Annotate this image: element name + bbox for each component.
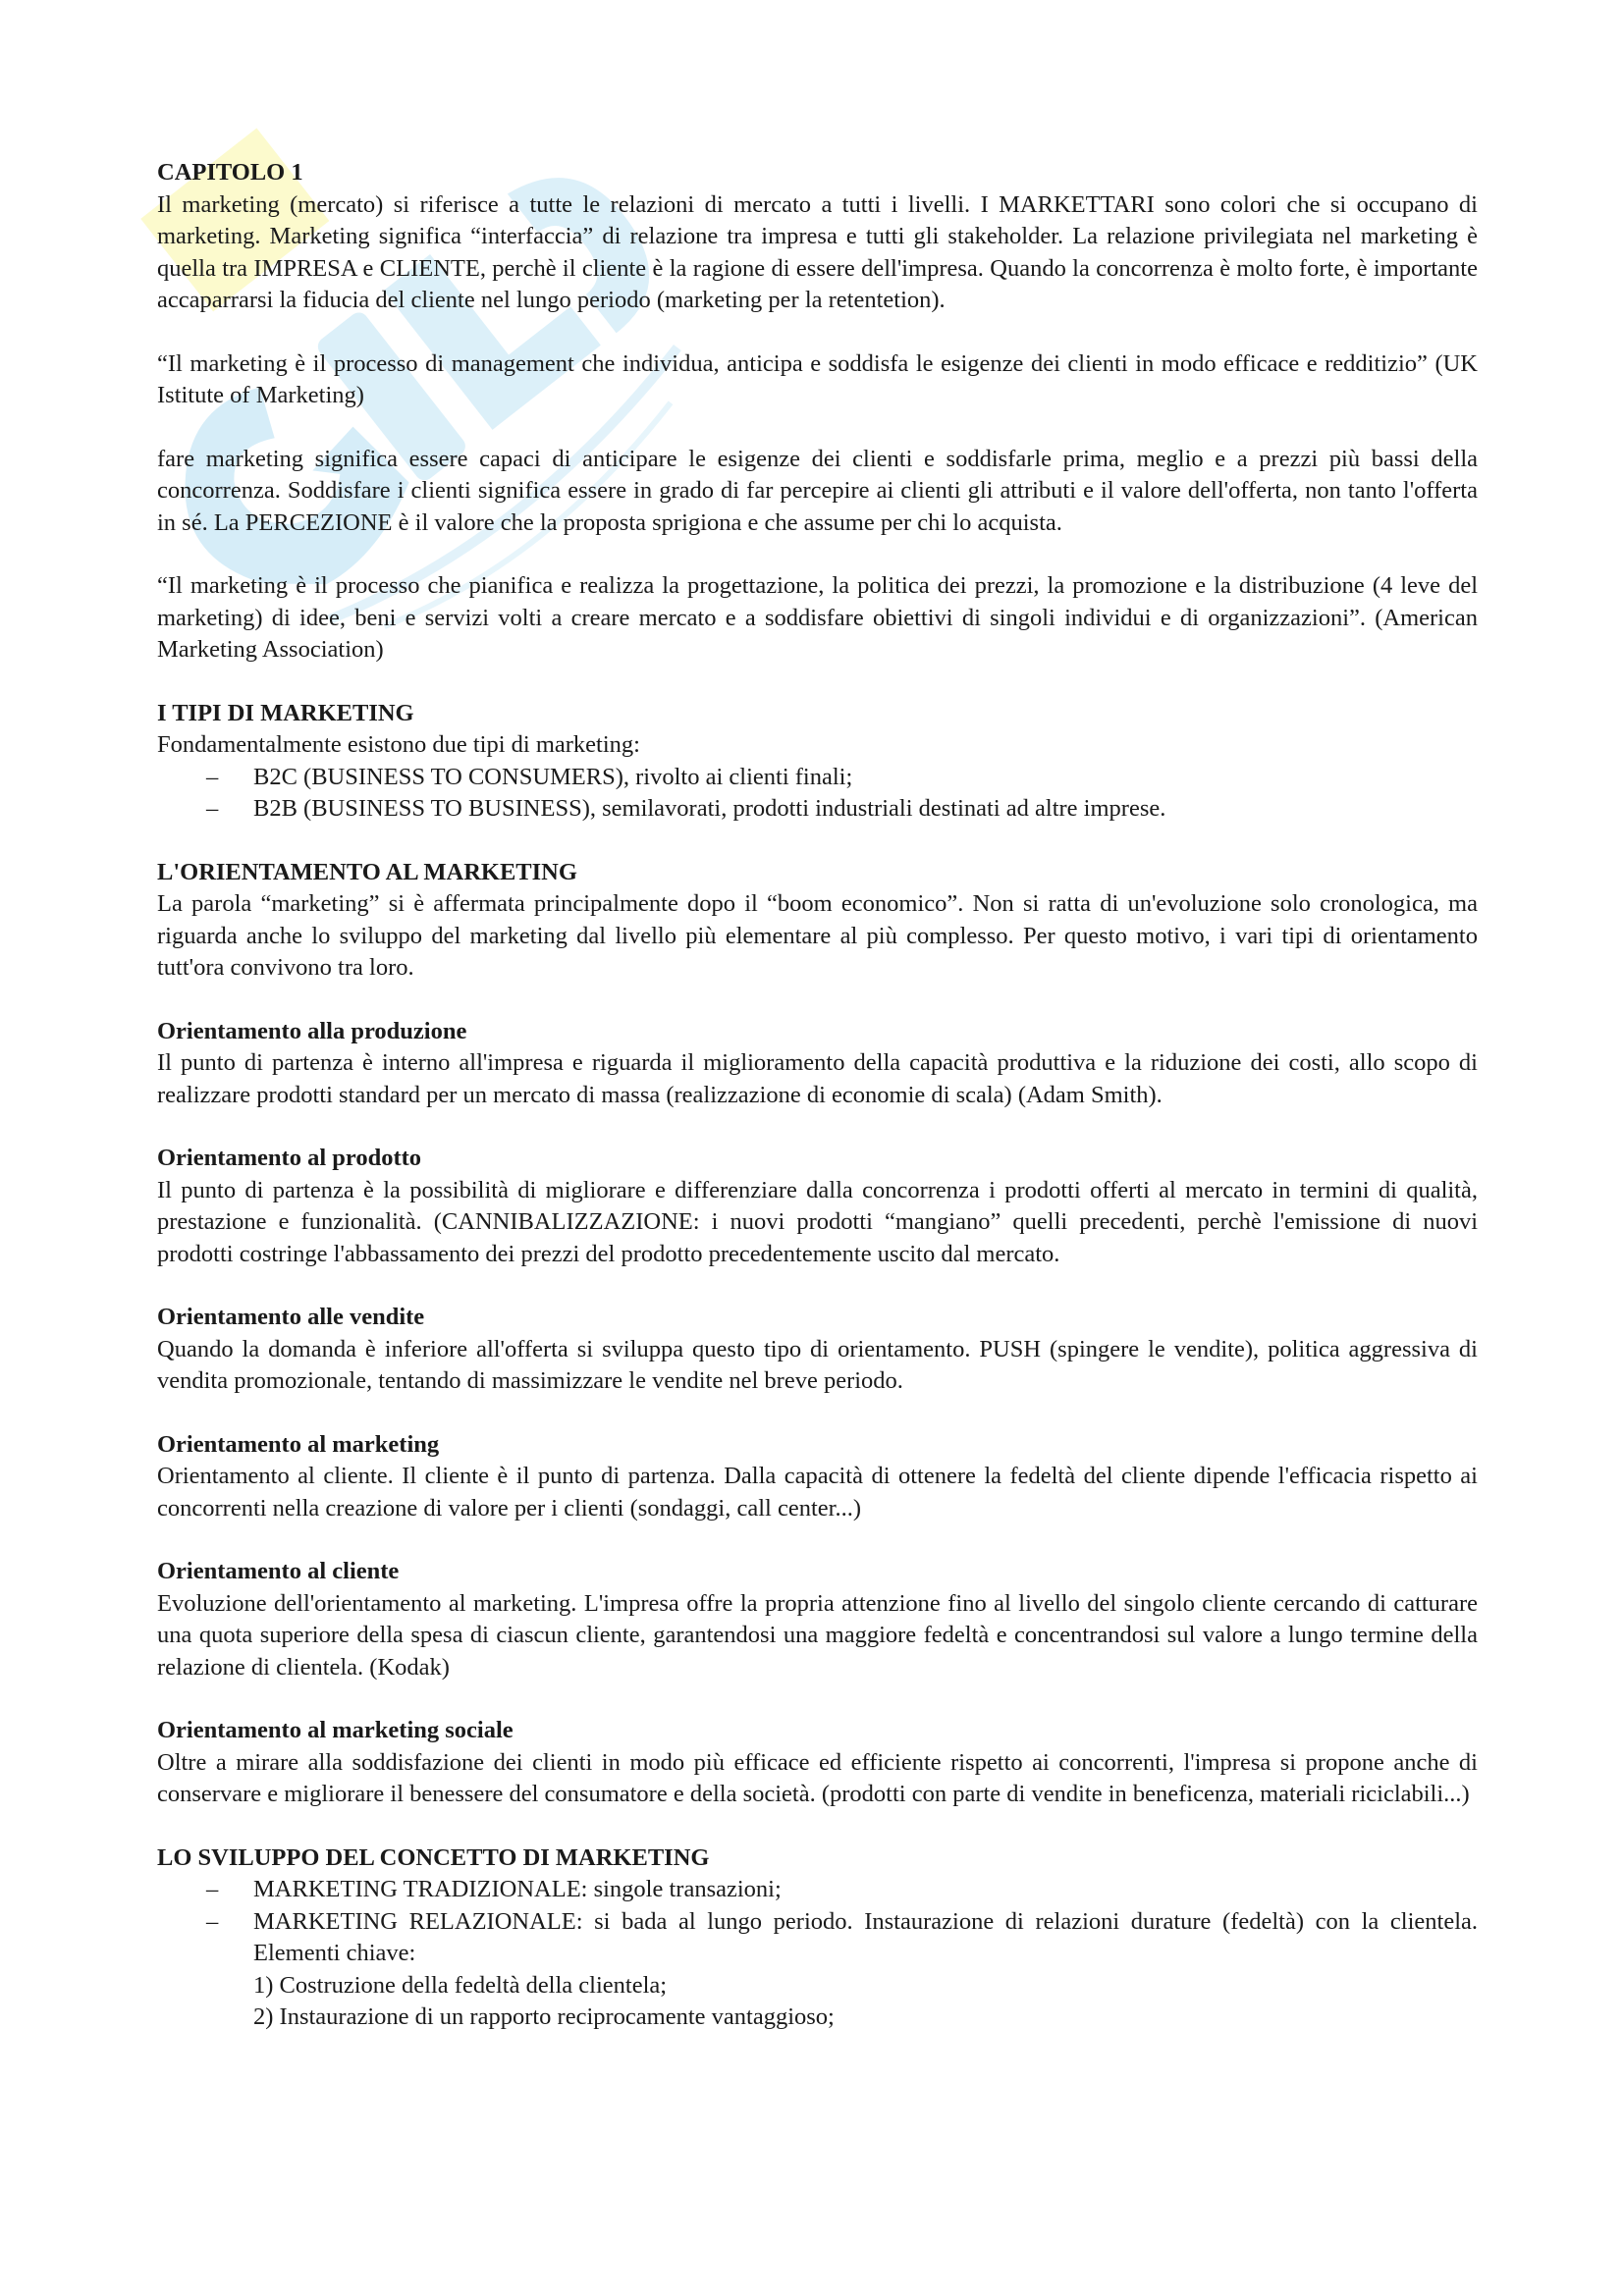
intro-quote-ama: “Il marketing è il processo che pianifica e realizza la progettazione, la politica dei prezzi, la promozione e la distribuzione (4 leve del marketing) di idee, beni e servizi volti a creare mercato e a soddisfare obiettivi di singoli individui e di organizzazioni”. (American Marketing Association) (157, 572, 1478, 663)
development-list-item (157, 1874, 1478, 1906)
development-list-item (157, 1906, 1478, 2034)
development-subitem-1: 1) Costruzione della fedeltà della clientela; (253, 1971, 668, 1999)
dash-bullet: – (206, 1876, 219, 1902)
section-title-vendite: Orientamento alle vendite (157, 1304, 425, 1330)
development-list (157, 1874, 1478, 2034)
intro-quote-uk: “Il marketing è il processo di management che individua, anticipa e soddisfa le esigenze dei clienti in modo efficace e redditizio” (UK Istitute of Marketing) (157, 349, 1478, 408)
dash-bullet: – (206, 795, 219, 822)
orientation-heading: L'ORIENTAMENTO AL MARKETING (157, 858, 577, 885)
development-item-relazionale: MARKETING RELAZIONALE: si bada al lungo periodo. Instaurazione di relazioni durature (fedeltà) con la clientela. Elementi chiave: (253, 1907, 1478, 1966)
types-item-b2b: B2B (BUSINESS TO BUSINESS), semilavorati, prodotti industriali destinati ad altre imprese. (253, 795, 1166, 822)
types-list-item (157, 762, 1478, 794)
section-title-produzione: Orientamento alla produzione (157, 1017, 467, 1044)
types-heading: I TIPI DI MARKETING (157, 699, 414, 726)
section-text-prodotto: Il punto di partenza è la possibilità di migliorare e differenziare dalla concorrenza i prodotti offerti al mercato in termini di qualità, prestazione e funzionalità. (CANNIBALIZZAZIONE: i nuovi prodotti “mangiano” quelli precedenti, perchè l'emissione di nuovi prodotti costringe l'abbassamento dei prezzi del prodotto precedentemente uscito dal mercato. (157, 1176, 1478, 1267)
dash-bullet: – (206, 763, 219, 790)
orientation-text: La parola “marketing” si è affermata principalmente dopo il “boom economico”. Non si ratta di un'evoluzione solo cronologica, ma riguarda anche lo sviluppo del marketing dal livello più elementare al più complesso. Per questo motivo, i vari tipi di orientamento tutt'ora convivono tra loro. (157, 890, 1478, 981)
section-title-marketing: Orientamento al marketing (157, 1430, 440, 1458)
section-title-cliente: Orientamento al cliente (157, 1558, 400, 1584)
section-title-sociale: Orientamento al marketing sociale (157, 1717, 514, 1743)
section-text-produzione: Il punto di partenza è interno all'impresa e riguarda il miglioramento della capacità produttiva e la riduzione dei costi, allo scopo di realizzare prodotti standard per un mercato di massa (realizzazione di economie di scala) (Adam Smith). (157, 1049, 1478, 1108)
types-list (157, 762, 1478, 826)
intro-paragraph-1: Il marketing (mercato) si riferisce a tutte le relazioni di mercato a tutti i livelli. I MARKETTARI sono colori che si occupano di marketing. Marketing significa “interfaccia” di relazione tra impresa e tutti gli stakeholder. La relazione privilegiata nel marketing è quella tra IMPRESA e CLIENTE, perchè il cliente è la ragione di essere dell'impresa. Quando la concorrenza è molto forte, è importante accaparrarsi la fiducia del cliente nel lungo periodo (marketing per la retentetion). (157, 190, 1478, 313)
section-text-cliente: Evoluzione dell'orientamento al marketing. L'impresa offre la propria attenzione fino al livello del singolo cliente cercando di catturare una quota superiore della spesa di ciascun cliente, garantendosi una maggiore fedeltà e concentrandosi sul valore a lungo termine della relazione di clientela. (Kodak) (157, 1589, 1478, 1681)
document-page (157, 157, 1478, 2034)
development-item-tradizionale: MARKETING TRADIZIONALE: singole transazioni; (253, 1876, 782, 1902)
types-lead: Fondamentalmente esistono due tipi di marketing: (157, 731, 640, 758)
section-text-sociale: Oltre a mirare alla soddisfazione dei clienti in modo più efficace ed efficiente rispetto ai concorrenti, l'impresa si propone anche di conservare e migliorare il benessere del consumatore e della società. (prodotti con parte di vendite in beneficenza, materiali riciclabili...) (157, 1748, 1478, 1807)
section-text-vendite: Quando la domanda è inferiore all'offerta si sviluppa questo tipo di orientamento. PUSH (spingere le vendite), politica aggressiva di vendita promozionale, tentando di massimizzare le vendite nel breve periodo. (157, 1335, 1478, 1394)
section-text-marketing: Orientamento al cliente. Il cliente è il punto di partenza. Dalla capacità di ottenere la fedeltà del cliente dipende l'efficacia rispetto ai concorrenti nella creazione di valore per i clienti (sondaggi, call center...) (157, 1463, 1478, 1522)
intro-paragraph-2: fare marketing significa essere capaci di anticipare le esigenze dei clienti e soddisfarle prima, meglio e a prezzi più bassi della concorrenza. Soddisfare i clienti significa essere in grado di far percepire ai clienti gli attributi e il valore dell'offerta, non tanto l'offerta in sé. La PERCEZIONE è il valore che la proposta sprigiona e che assume per chi lo acquista. (157, 445, 1478, 536)
development-subitem-2: 2) Instaurazione di un rapporto reciprocamente vantaggioso; (253, 2003, 835, 2030)
development-heading: LO SVILUPPO DEL CONCETTO DI MARKETING (157, 1843, 710, 1871)
types-list-item (157, 793, 1478, 826)
chapter-title: CAPITOLO 1 (157, 159, 303, 186)
types-item-b2c: B2C (BUSINESS TO CONSUMERS), rivolto ai clienti finali; (253, 763, 853, 790)
dash-bullet: – (206, 1907, 219, 1935)
section-title-prodotto: Orientamento al prodotto (157, 1145, 422, 1171)
